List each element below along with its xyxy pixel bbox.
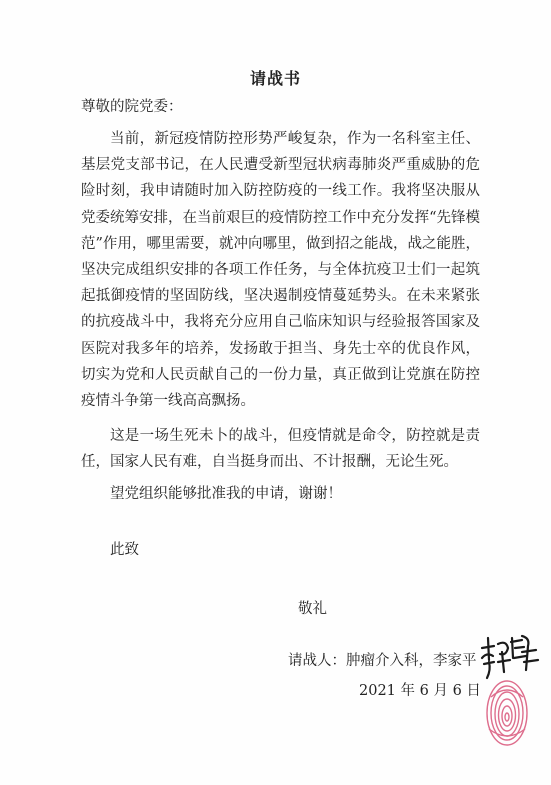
body-paragraph-1: 当前，新冠疫情防控形势严峻复杂，作为一名科室主任、基层党支部书记，在人民遭受新型冠状病毒肺炎严重威胁的危险时刻，我申请随时加入防控防疫的一线工作。我将坚决服从党委统筹安排，在当前艰巨的疫情防控工作中充分发挥“先锋模范”作用，哪里需要，就冲向哪里，做到招之能战，战之能胜，坚决完成组织安排的各项工作任务，与全体抗疫卫士们一起筑起抵御疫情的坚固防线，坚决遏制疫情蔓延势头。在未来紧张的抗疫战斗中，我将充分应用自己临床知识与经验报答国家及医院对我多年的培养，发扬敢于担当、身先士卒的优良作风，切实为党和人民贡献自己的一份力量，真正做到让党旗在防控疫情斗争第一线高高飘扬。	[81, 131, 480, 410]
closing-cizhi: 此致	[110, 542, 139, 558]
body-paragraph-2: 这是一场生死未卜的战斗，但疫情就是命令，防控就是责任，国家人民有难，自当挺身而出、不计报酬，无论生死。	[81, 428, 480, 471]
fingerprint-stamp	[483, 677, 531, 749]
date-line: 2021 年 6 月 6 日	[359, 683, 481, 699]
closing-jingli: 敬礼	[298, 601, 327, 617]
signer-line: 请战人：肿瘤介入科，李家平	[288, 653, 477, 669]
body-paragraph-3: 望党组织能够批准我的申请，谢谢！	[110, 486, 342, 502]
salutation: 尊敬的院党委：	[81, 99, 183, 115]
document-title: 请战书	[249, 69, 301, 88]
